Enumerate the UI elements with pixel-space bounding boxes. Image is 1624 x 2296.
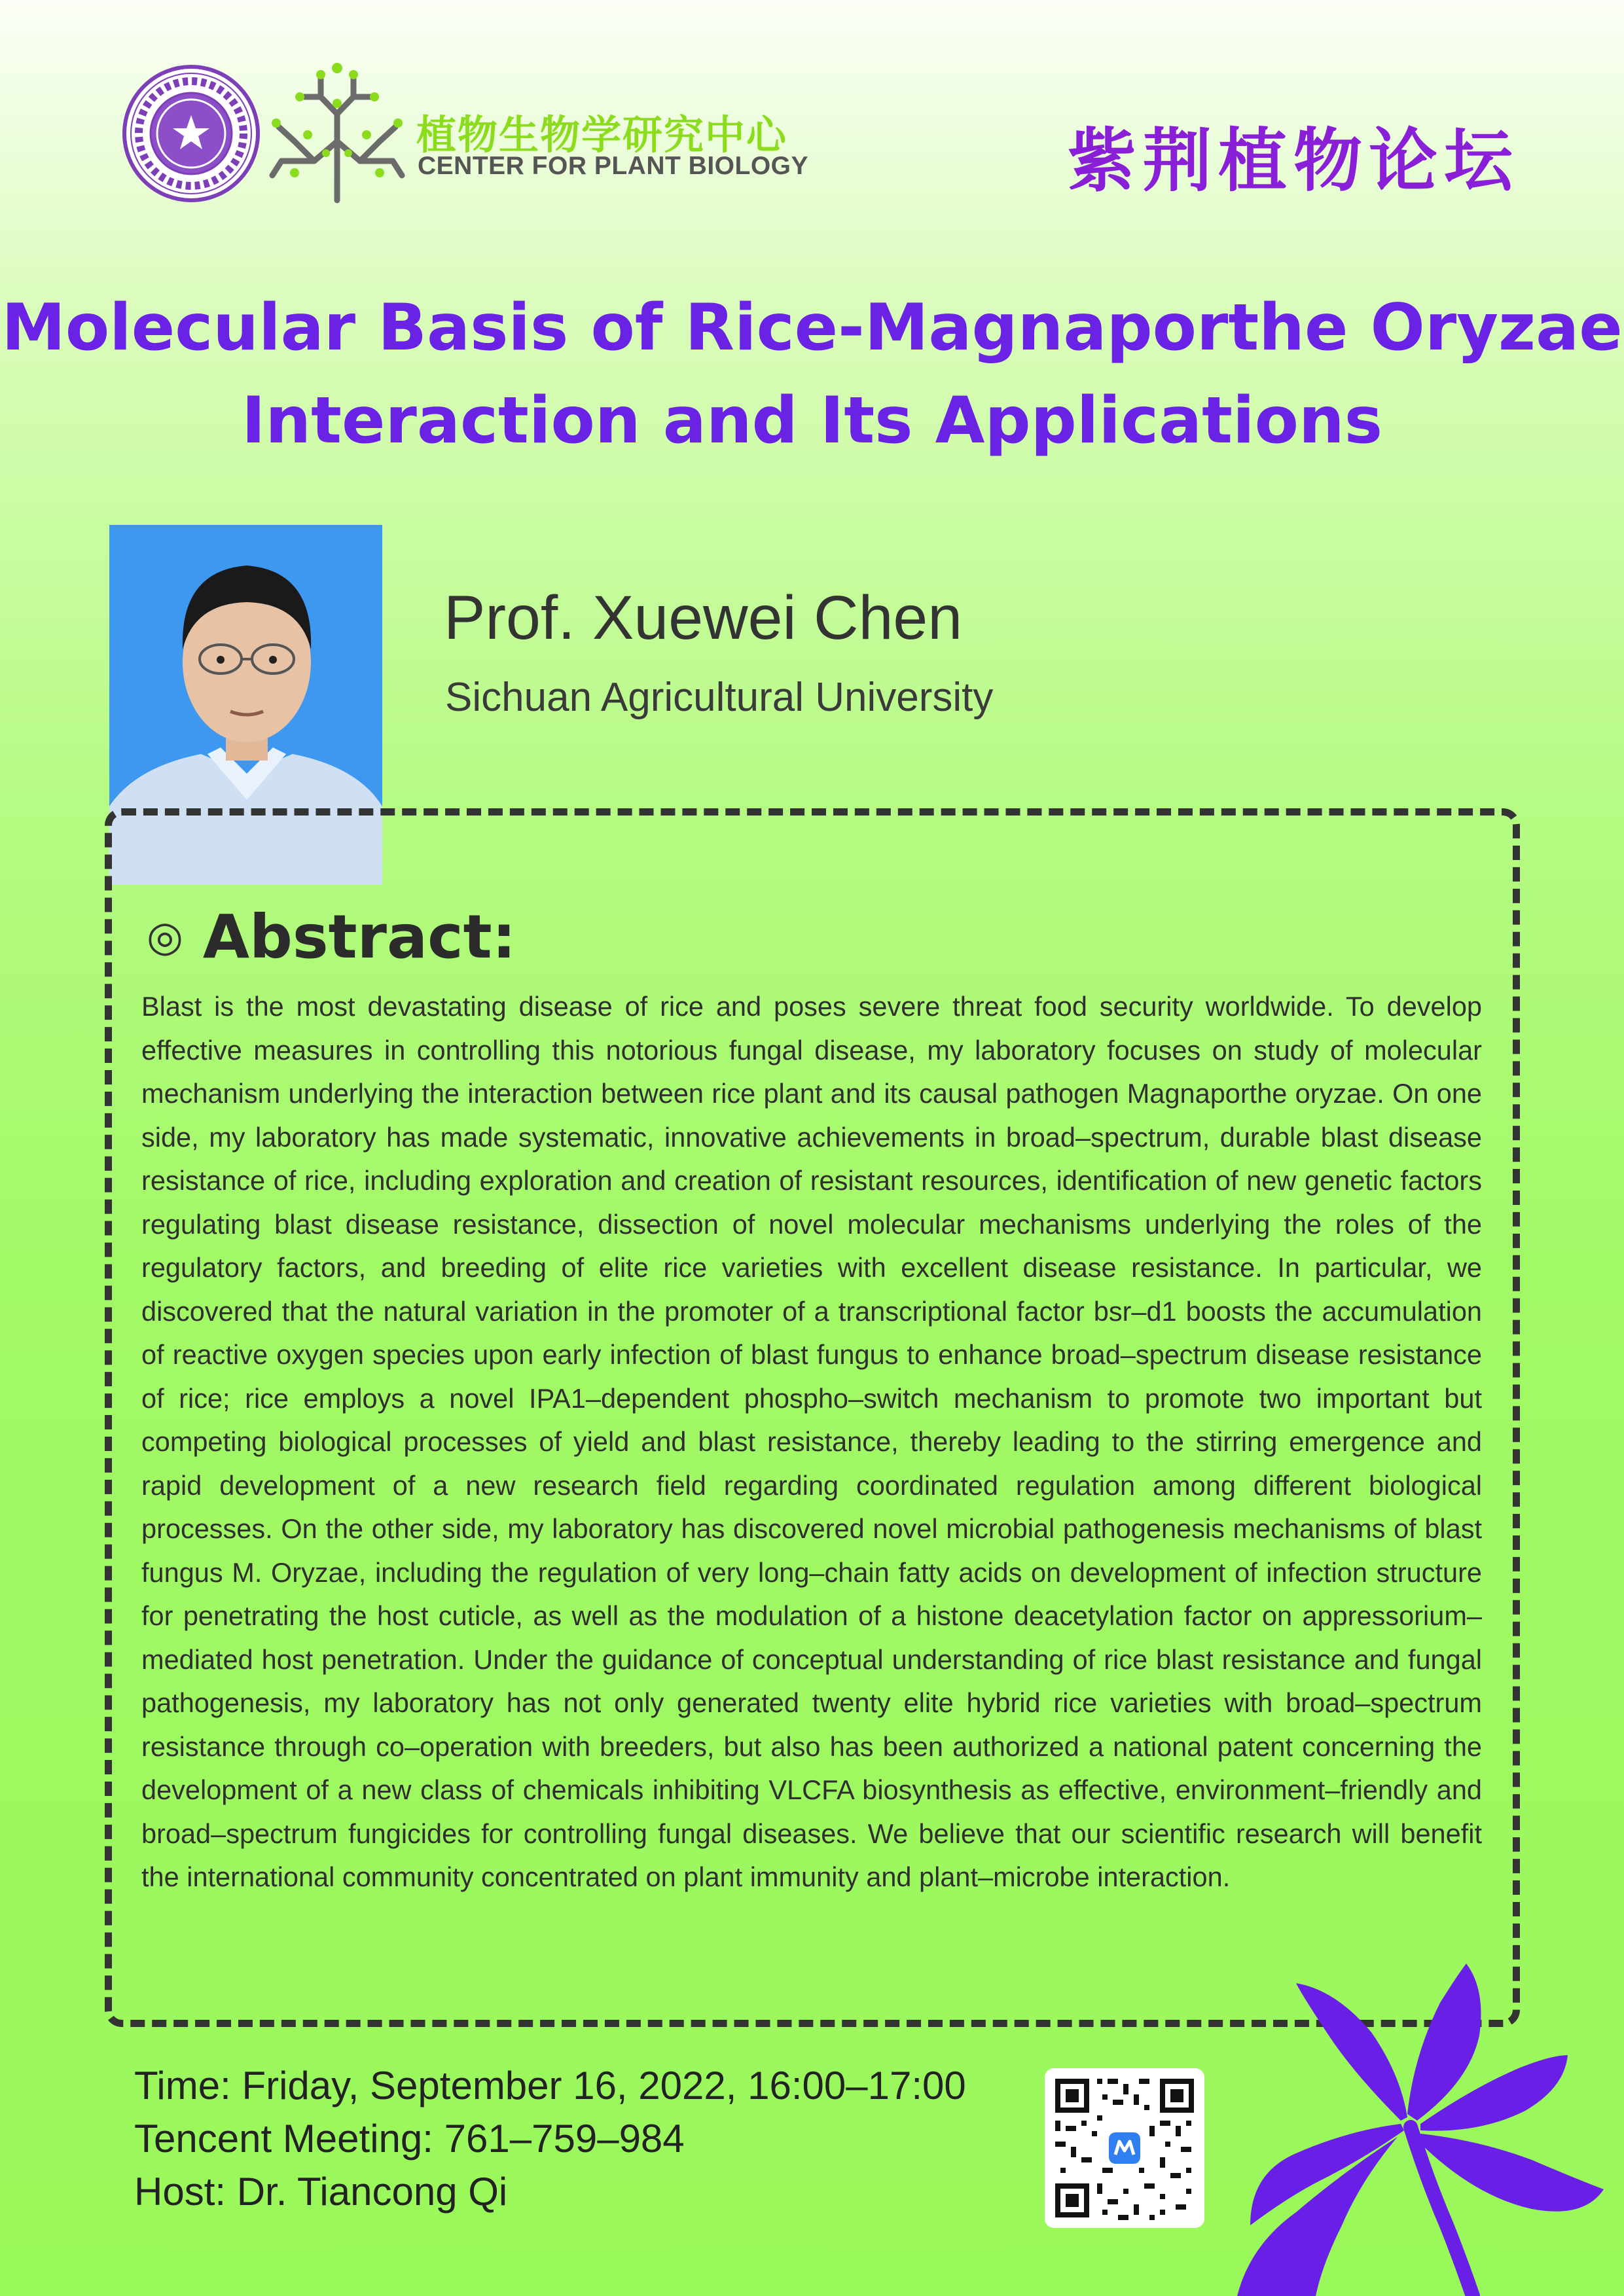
talk-title	[0, 281, 1624, 467]
tsinghua-university-seal	[122, 64, 261, 203]
qr-code-icon	[1045, 2068, 1204, 2228]
event-time: Time: Friday, September 16, 2022, 16:00–17:00	[134, 2064, 966, 2108]
bauhinia-flower-icon	[1211, 1964, 1624, 2296]
target-icon: ◎	[147, 912, 183, 961]
talk-title-line-1: Molecular Basis of Rice-Magnaporthe Oryzae	[1, 291, 1623, 365]
event-meeting-id: Tencent Meeting: 761–759–984	[134, 2117, 685, 2161]
center-name-chinese: 植物生物学研究中心	[416, 112, 788, 158]
talk-title-line-2: Interaction and Its Applications	[241, 384, 1383, 458]
abstract-text: Blast is the most devastating disease of rice and poses severe threat food security worldwide. To develop effective measures in controlling this notorious fungal disease, my laboratory focuses on study of molecular mechanism underlying the interaction between rice plant and its causal pathogen Magnaporthe oryzae. On one side, my laboratory has made systematic, innovative achievements in broad–spectrum, durable blast disease resistance of rice, including exploration and creation of resistant resources, identification of new genetic factors regulating blast disease resistance, dissection of novel molecular mechanisms underlying the roles of the regulatory factors, and breeding of elite rice varieties with excellent disease resistance. In particular, we discovered that the natural variation in the promoter of a transcriptional factor bsr–d1 boosts the accumulation of reactive oxygen species upon early infection of blast fungus to enhance broad–spectrum disease resistance of rice; rice employs a novel IPA1–dependent phospho–switch mechanism to promote two important but competing biological processes of yield and blast resistance, thereby leading to the stirring emergence and rapid development of a new research field regarding coordinated regulation among different biological processes. On the other side, my laboratory has discovered novel microbial pathogenesis mechanisms of blast fungus M. Oryzae, including the regulation of very long–chain fatty acids on development of infection structure for penetrating the host cuticle, as well as the modulation of a histone deacetylation factor on appressorium–mediated host penetration. Under the guidance of conceptual understanding of rice blast resistance and fungal pathogenesis, my laboratory has not only generated twenty elite hybrid rice varieties with broad–spectrum resistance through co–operation with breeders, but also has been authorized a national patent concerning the development of a new class of chemicals inhibiting VLCFA biosynthesis as effective, environment–friendly and broad–spectrum fungicides for controlling fungal diseases. We believe that our scientific research will benefit the international community concentrated on plant immunity and plant–microbe interaction.	[141, 991, 1482, 1892]
center-name-english: CENTER FOR PLANT BIOLOGY	[418, 152, 808, 180]
meeting-qr-code[interactable]	[1045, 2068, 1204, 2228]
speaker-affiliation: Sichuan Agricultural University	[445, 675, 994, 720]
forum-name: 紫荆植物论坛	[1067, 121, 1519, 201]
plant-tree-logo	[268, 63, 406, 204]
event-host: Host: Dr. Tiancong Qi	[134, 2170, 508, 2214]
speaker-name: Prof. Xuewei Chen	[444, 583, 963, 653]
abstract-title: Abstract:	[202, 902, 516, 972]
abstract-heading	[147, 902, 516, 972]
